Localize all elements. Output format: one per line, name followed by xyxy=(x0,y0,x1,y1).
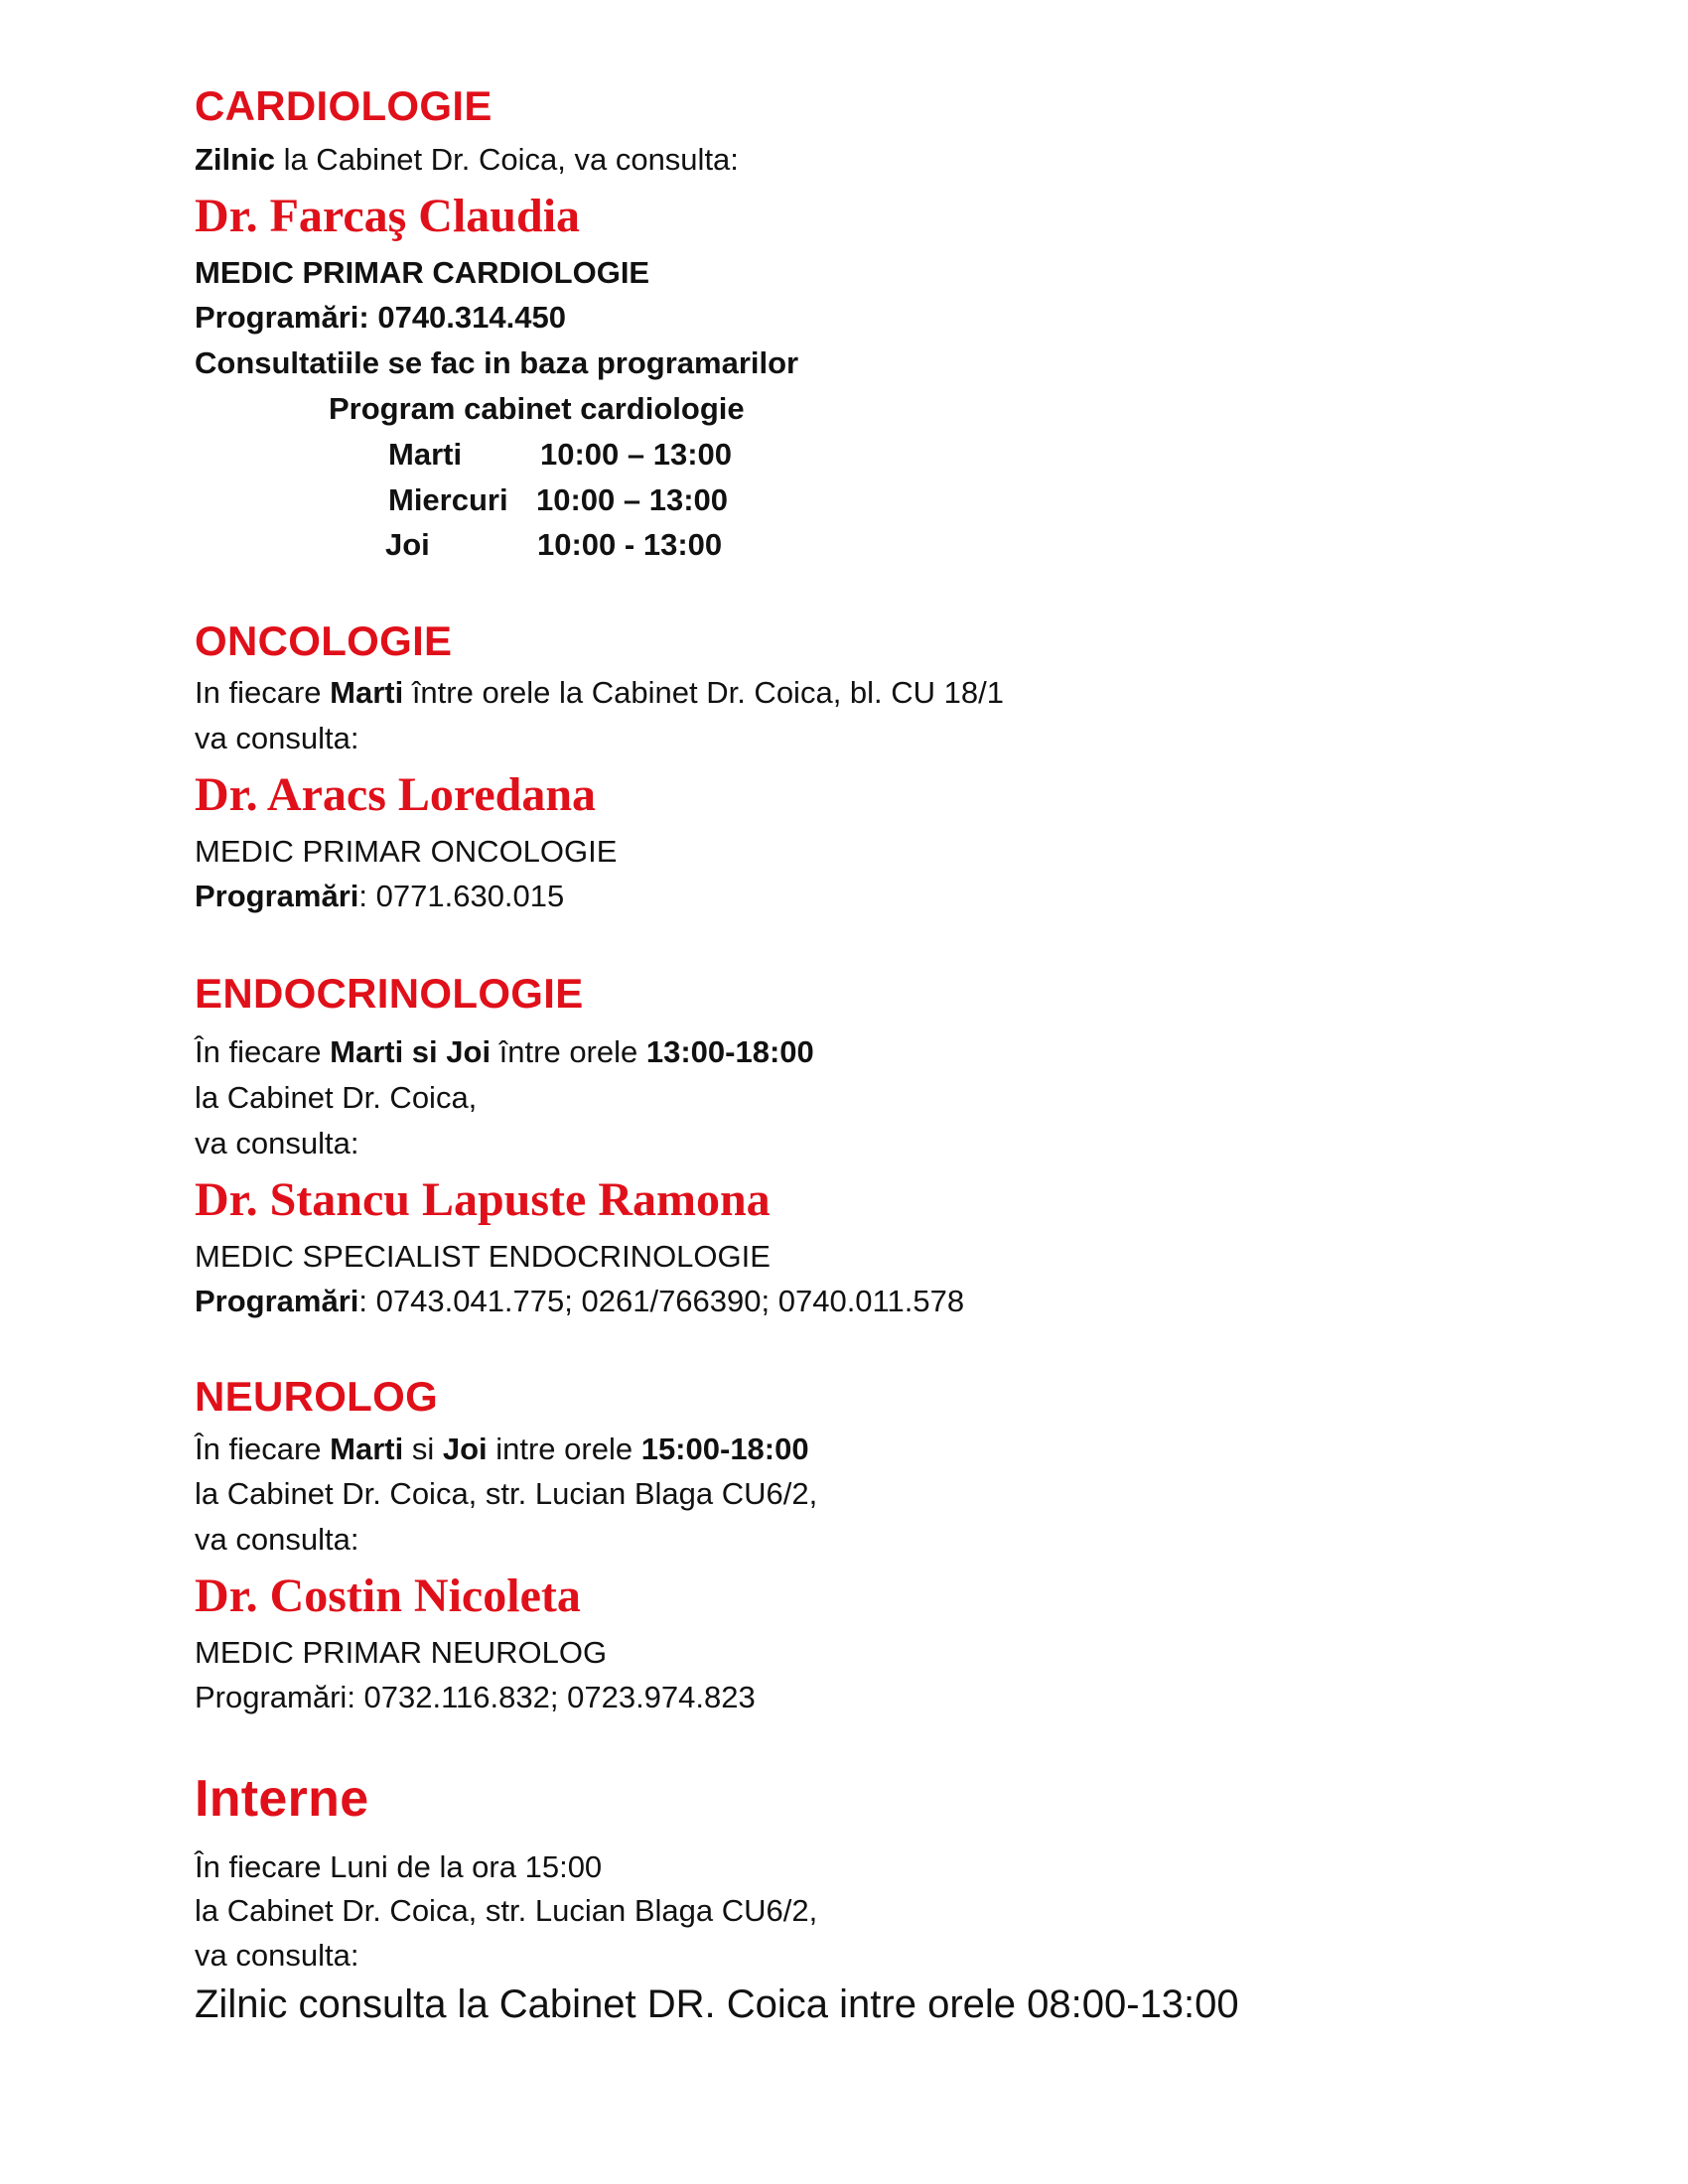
section-title: CARDIOLOGIE xyxy=(195,82,492,129)
doctor-name: Dr. Farcaş Claudia xyxy=(195,190,581,242)
intro-line xyxy=(195,674,1004,712)
intro-line-2: la Cabinet Dr. Coica, str. Lucian Blaga CU6/2, xyxy=(195,1893,818,1928)
phone-label: Programări xyxy=(195,1284,359,1318)
doctor-name: Dr. Costin Nicoleta xyxy=(195,1570,581,1622)
note-line: Consultatiile se fac in baza programarilor xyxy=(195,345,799,380)
intro-bold-hours: 15:00-18:00 xyxy=(640,1432,809,1466)
doctor-name: Dr. Stancu Lapuste Ramona xyxy=(195,1173,771,1226)
intro-line-3: va consulta: xyxy=(195,1938,359,1973)
phone-value: : 0771.630.015 xyxy=(358,879,565,913)
doctor-role: MEDIC PRIMAR CARDIOLOGIE xyxy=(195,255,650,290)
intro-line-2: la Cabinet Dr. Coica, str. Lucian Blaga CU6/2, xyxy=(195,1476,818,1511)
section-title: ONCOLOGIE xyxy=(195,617,453,664)
intro-mid2: intre orele xyxy=(487,1432,641,1466)
schedule-title: Program cabinet cardiologie xyxy=(329,391,745,426)
section-title: NEUROLOG xyxy=(195,1373,439,1420)
phone-line: Programări: 0740.314.450 xyxy=(195,300,566,335)
doctor-name: Dr. Aracs Loredana xyxy=(195,768,597,821)
phone-label: Programări xyxy=(195,879,359,913)
intro-line-2: la Cabinet Dr. Coica, xyxy=(195,1080,478,1115)
section-title: ENDOCRINOLOGIE xyxy=(195,970,584,1017)
intro-mid1: si xyxy=(403,1432,443,1466)
intro-pre: In fiecare xyxy=(195,675,331,710)
schedule-day: Joi xyxy=(385,527,430,562)
doctor-role: MEDIC PRIMAR ONCOLOGIE xyxy=(195,834,618,869)
doctor-role: MEDIC PRIMAR NEUROLOG xyxy=(195,1635,608,1670)
intro-bold-days: Marti si Joi xyxy=(330,1034,492,1069)
intro-rest: la Cabinet Dr. Coica, va consulta: xyxy=(274,142,739,177)
schedule-day: Marti xyxy=(388,437,463,472)
intro-line xyxy=(195,1431,809,1468)
schedule-hours: 10:00 - 13:00 xyxy=(537,527,723,562)
intro-line-2: va consulta: xyxy=(195,721,359,755)
intro-line-3: va consulta: xyxy=(195,1522,359,1557)
intro-line xyxy=(195,141,739,179)
phone-line xyxy=(195,1283,964,1320)
phone-value: : 0743.041.775; 0261/766390; 0740.011.578 xyxy=(358,1284,965,1318)
intro-bold-day2: Joi xyxy=(442,1432,488,1466)
intro-bold-hours: 13:00-18:00 xyxy=(645,1034,814,1069)
intro-line-3: va consulta: xyxy=(195,1126,359,1160)
closing-line: Zilnic consulta la Cabinet DR. Coica intre orele 08:00-13:00 xyxy=(195,1982,1239,2026)
intro-bold-day1: Marti xyxy=(330,1432,404,1466)
intro-line xyxy=(195,1033,814,1071)
phone-line xyxy=(195,878,564,915)
phone-line: Programări: 0732.116.832; 0723.974.823 xyxy=(195,1680,756,1714)
schedule-day: Miercuri xyxy=(388,482,508,517)
intro-pre: În fiecare xyxy=(195,1034,331,1069)
intro-mid: între orele xyxy=(491,1034,646,1069)
intro-bold: Zilnic xyxy=(195,142,275,177)
schedule-hours: 10:00 – 13:00 xyxy=(540,437,733,472)
intro-post: între orele la Cabinet Dr. Coica, bl. CU 18/1 xyxy=(403,675,1004,710)
intro-bold: Marti xyxy=(330,675,404,710)
intro-line: În fiecare Luni de la ora 15:00 xyxy=(195,1849,603,1884)
schedule-hours: 10:00 – 13:00 xyxy=(536,482,729,517)
doctor-role: MEDIC SPECIALIST ENDOCRINOLOGIE xyxy=(195,1239,771,1274)
section-title: Interne xyxy=(195,1770,369,1828)
intro-pre: În fiecare xyxy=(195,1432,331,1466)
